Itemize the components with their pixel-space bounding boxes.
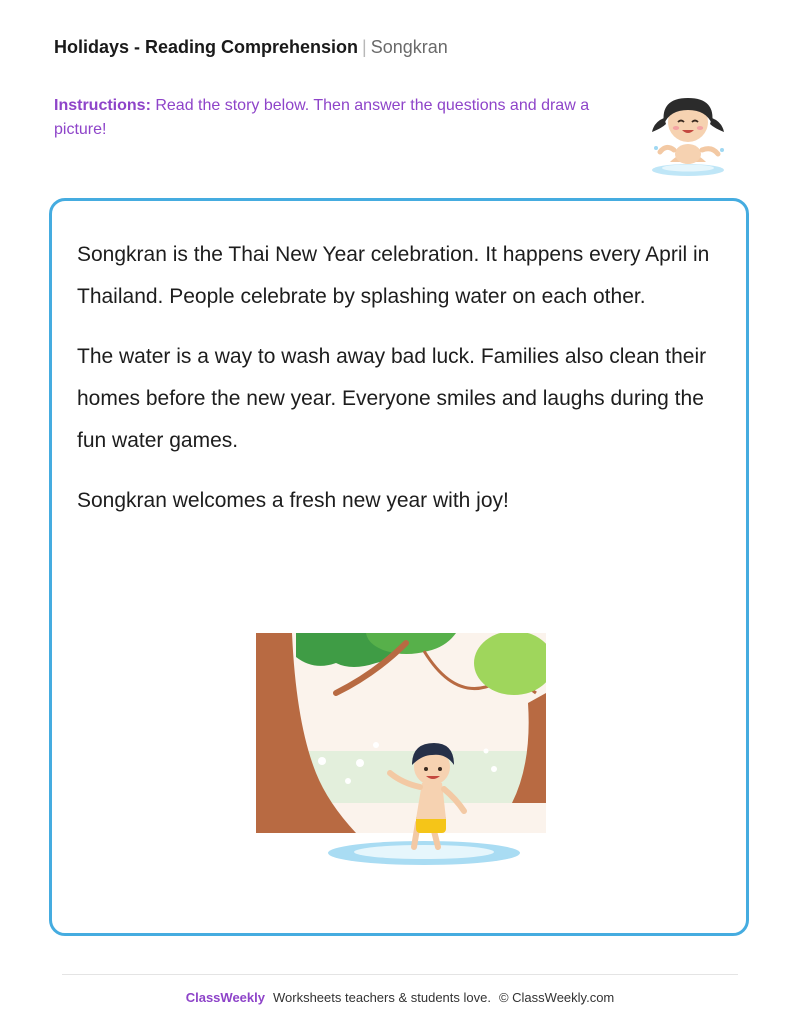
worksheet-header [54, 37, 448, 58]
footer-brand: ClassWeekly [185, 990, 265, 1005]
story-paragraph-1: Songkran is the Thai New Year celebration. It happens every April in Thailand. People celebrate by splashing water on each other. [77, 243, 710, 308]
title-separator: | [362, 37, 367, 57]
instructions-label: Instructions: [54, 97, 151, 114]
footer-copyright: © ClassWeekly.com [498, 990, 615, 1005]
page-subtitle: Songkran [370, 37, 448, 57]
page-title: Holidays - Reading Comprehension [54, 37, 359, 57]
boy-splashing-water-scene [256, 633, 546, 868]
footer-divider [62, 974, 738, 975]
story-paragraph-2: The water is a way to wash away bad luck. Families also clean their homes before the new year. Everyone smiles and laughs during the fun water games. [77, 345, 707, 452]
instructions-text: Read the story below. Then answer the questions and draw a picture! [54, 97, 590, 138]
story-text [77, 234, 717, 540]
footer [0, 990, 800, 1005]
girl-splashing-icon [640, 88, 736, 180]
story-paragraph-3: Songkran welcomes a fresh new year with joy! [77, 489, 509, 512]
footer-tagline: Worksheets teachers & students love. [272, 990, 491, 1005]
instructions [54, 94, 614, 142]
